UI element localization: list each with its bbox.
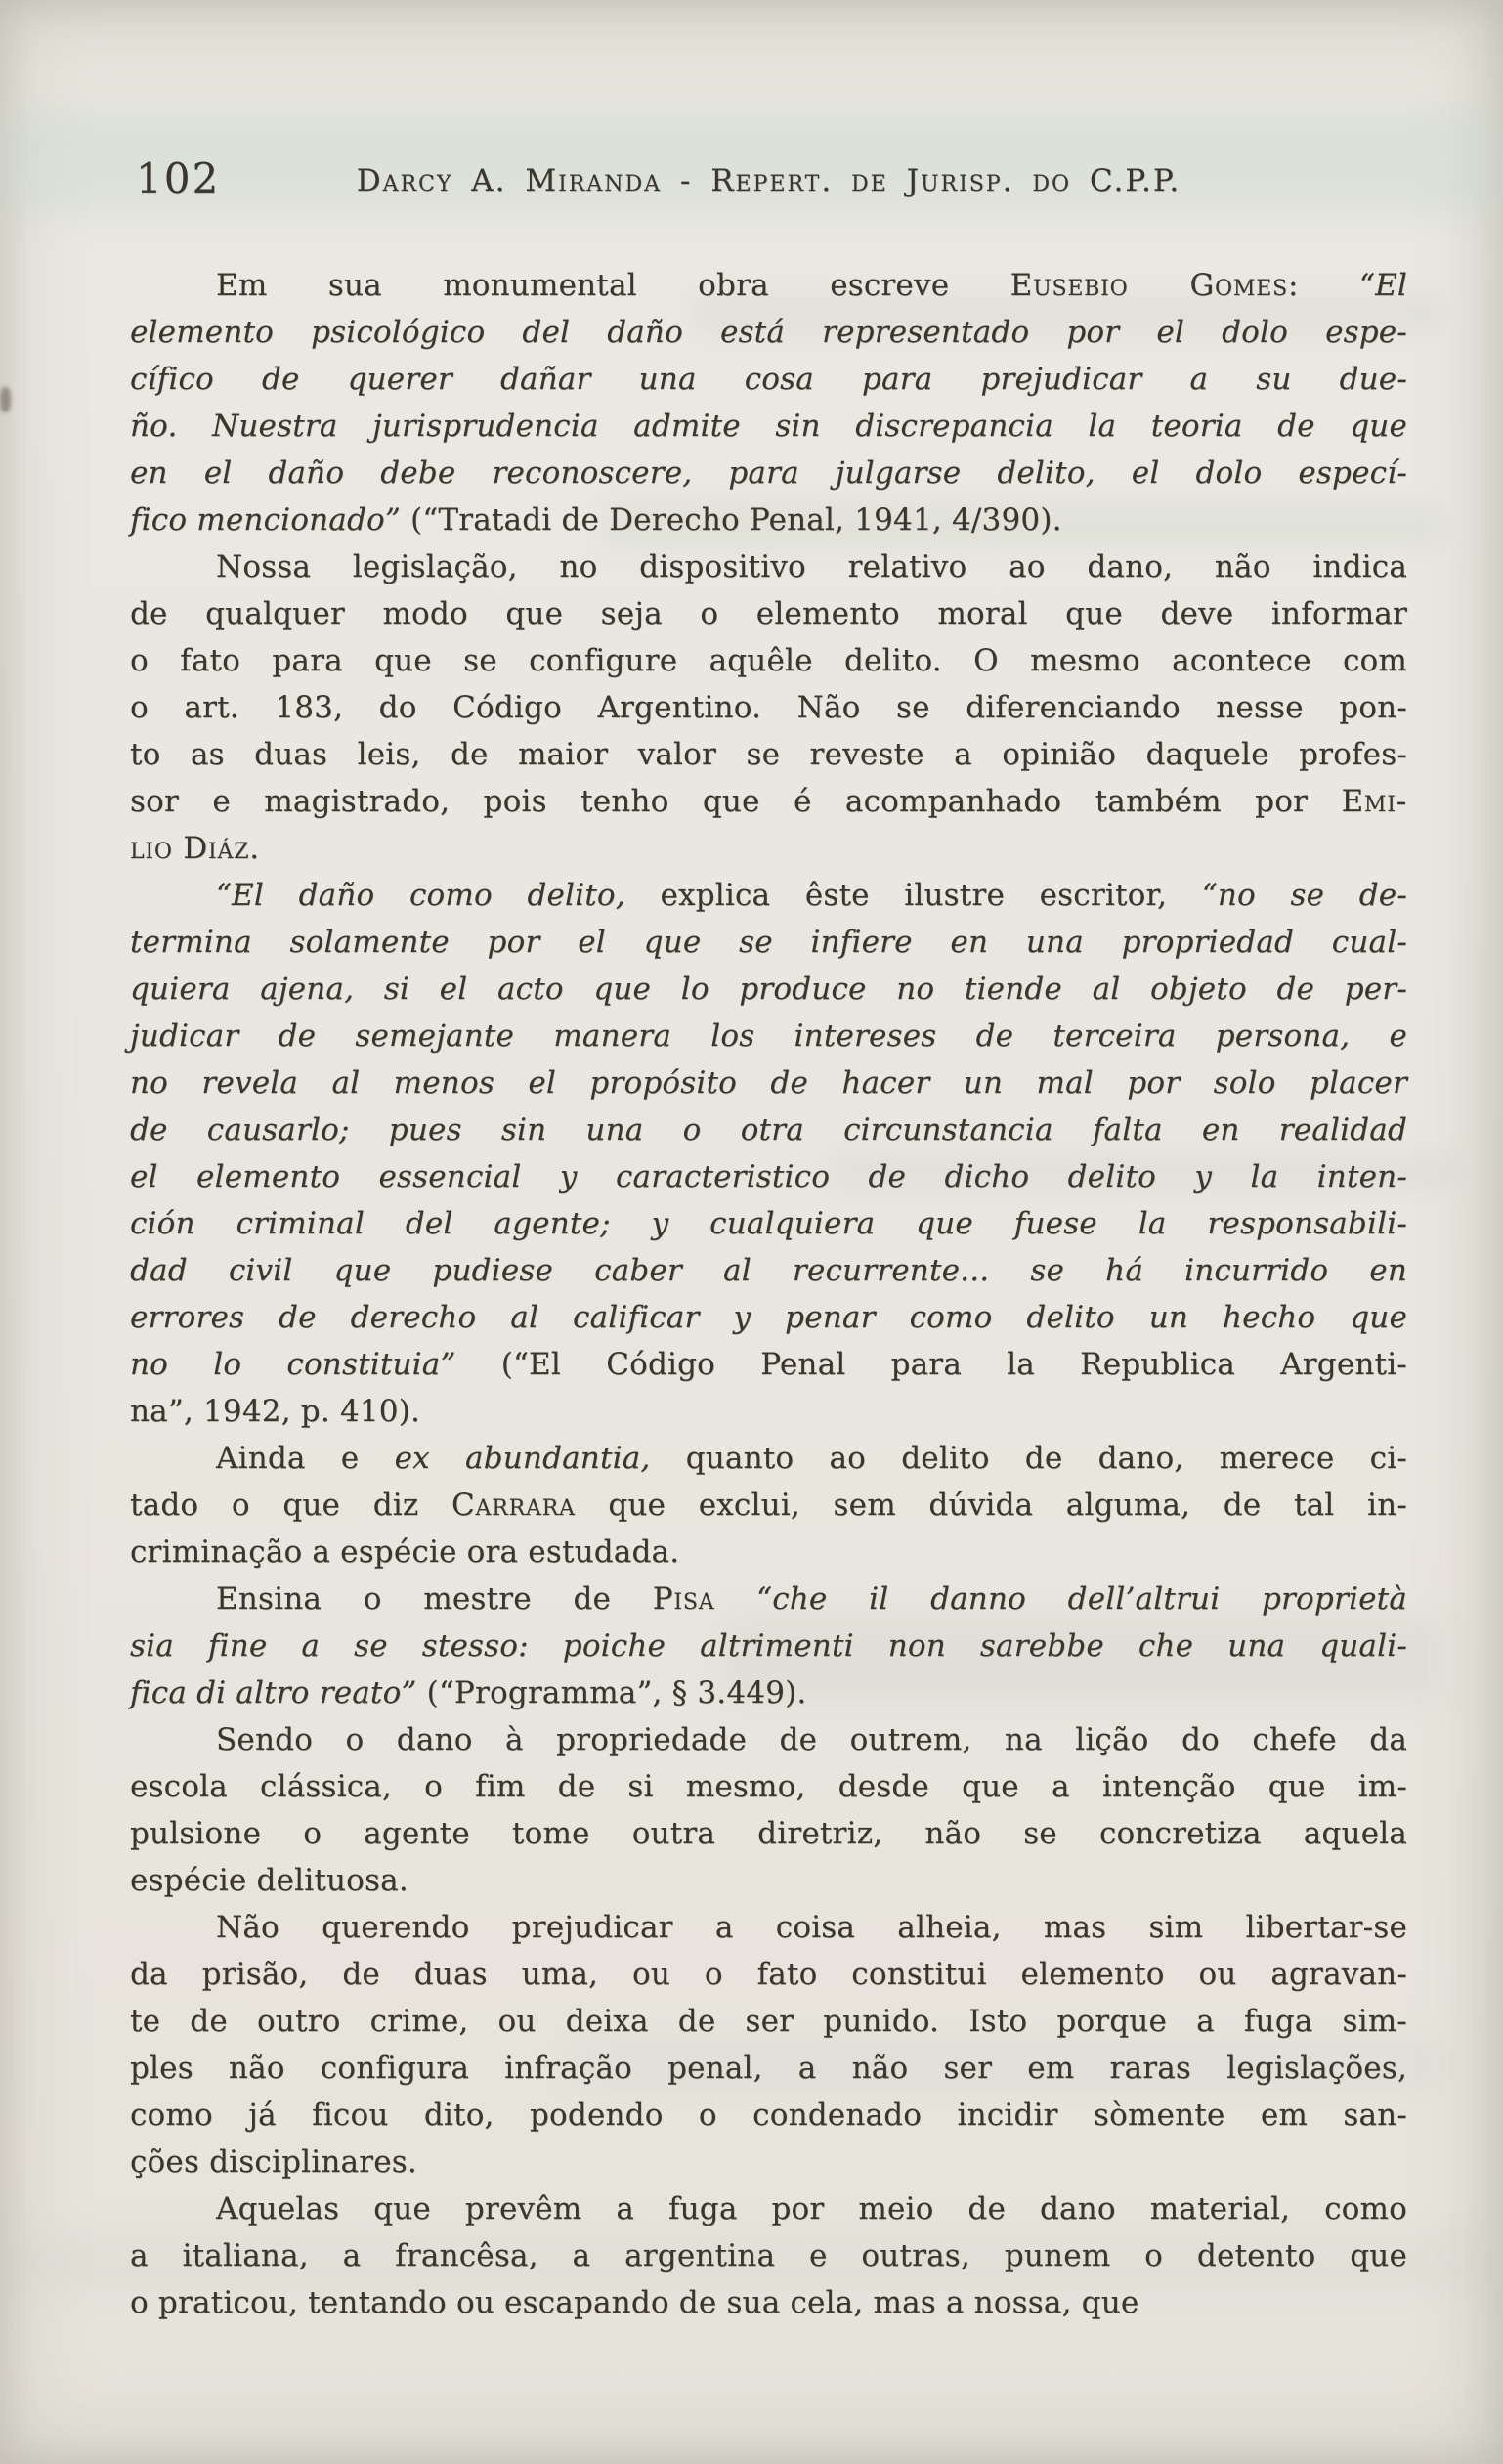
paragraph (130, 1904, 1407, 2185)
text-segment: Aquelas que prevêm a fuga por meio de dano material, como (216, 2191, 1407, 2226)
text-line (130, 919, 1407, 966)
text-line (130, 1810, 1407, 1857)
text-segment: ño. Nuestra jurisprudencia admite sin discrepancia la teoria de que (130, 409, 1407, 444)
text-segment: espécie delituosa. (130, 1863, 408, 1898)
text-line (130, 1482, 1407, 1529)
text-line (130, 731, 1407, 778)
text-segment: como já ficou dito, podendo o condenado incidir sòmente em san- (130, 2097, 1407, 2133)
text-segment: quiera ajena, si el acto que lo produce no tiende al objeto de per- (130, 972, 1407, 1007)
text-segment: to as duas leis, de maior valor se reveste a opinião daquele profes- (130, 737, 1407, 772)
text-segment: cífico de querer dañar una cosa para prejudicar a su due- (130, 362, 1407, 397)
text-line (130, 1341, 1407, 1388)
scan-artifact (0, 387, 11, 412)
text-segment: elemento psicológico del daño está representado por el dolo espe- (130, 315, 1407, 350)
text-segment: quanto ao delito de dano, merece ci- (650, 1441, 1408, 1476)
text-segment: explica êste ilustre escritor, (624, 878, 1202, 913)
text-line (130, 1904, 1407, 1951)
text-segment: ples não configura infração penal, a não ser em raras legislações, (130, 2051, 1407, 2086)
text-line (130, 1294, 1407, 1341)
page-body (130, 262, 1407, 2326)
person-name: lio Diáz. (130, 831, 260, 866)
paragraph (130, 872, 1407, 1435)
text-line (130, 872, 1407, 919)
text-line (130, 1529, 1407, 1576)
text-line (130, 1716, 1407, 1763)
person-name: Pisa (652, 1581, 715, 1617)
text-line (130, 2045, 1407, 2092)
text-line (130, 356, 1407, 403)
text-segment: “che il danno dell’altrui proprietà (756, 1581, 1407, 1617)
text-segment: de qualquer modo que seja o elemento moral que deve informar (130, 596, 1407, 631)
text-segment: no revela al menos el propósito de hacer un mal por solo placer (130, 1065, 1407, 1101)
text-segment: tado o que diz (130, 1488, 452, 1523)
text-segment: na”, 1942, p. 410). (130, 1394, 421, 1429)
paragraph (130, 1576, 1407, 1716)
text-line (130, 1998, 1407, 2045)
text-line (130, 2232, 1407, 2279)
text-segment: “El daño como delito, (216, 878, 625, 913)
text-line (130, 1200, 1407, 1247)
page-header (130, 149, 1407, 202)
text-segment: sor e magistrado, pois tenho que é acompanhado também por (130, 784, 1342, 819)
text-segment: fica di altro reato” (130, 1675, 417, 1710)
paragraph (130, 1435, 1407, 1576)
text-line (130, 262, 1407, 309)
text-segment: a italiana, a francêsa, a argentina e outras, punem o detento que (130, 2238, 1407, 2273)
text-segment: ción criminal del agente; y cualquiera que fuese la responsabili- (130, 1206, 1407, 1241)
paragraph (130, 543, 1407, 872)
text-segment: en el daño debe reconoscere, para julgarse delito, el dolo especí- (130, 455, 1407, 491)
text-line (130, 590, 1407, 637)
text-segment: judicar de semejante manera los intereses de terceira persona, e (130, 1018, 1407, 1054)
text-line (130, 1247, 1407, 1294)
text-segment: el elemento essencial y caracteristico de dicho delito y la inten- (130, 1159, 1407, 1194)
text-line (130, 1013, 1407, 1059)
text-segment: te de outro crime, ou deixa de ser punido. Isto porque a fuga sim- (130, 2004, 1407, 2039)
text-line (130, 1951, 1407, 1998)
text-line (130, 966, 1407, 1013)
text-segment: : (1287, 268, 1360, 303)
text-segment: “El (1359, 268, 1408, 303)
text-segment: Sendo o dano à propriedade de outrem, na lição do chefe da (216, 1722, 1407, 1757)
paragraph (130, 262, 1407, 543)
text-segment: Em sua monumental obra escreve (216, 268, 1010, 303)
text-segment: fico mencionado” (130, 502, 401, 538)
text-segment (714, 1581, 756, 1617)
text-segment: de causarlo; pues sin una o otra circunstancia falta en realidad (130, 1112, 1407, 1147)
page-number: 102 (136, 154, 221, 202)
text-segment: ex abundantia, (394, 1441, 651, 1476)
person-name: Carrara (451, 1488, 576, 1523)
text-segment: Nossa legislação, no dispositivo relativo ao dano, não indica (216, 549, 1407, 584)
text-line (130, 1059, 1407, 1106)
text-line (130, 1669, 1407, 1716)
text-segment: pulsione o agente tome outra diretriz, não se concretiza aquela (130, 1816, 1407, 1851)
paragraph (130, 2185, 1407, 2326)
text-segment: ções disciplinares. (130, 2144, 417, 2180)
text-segment: sia fine a se stesso: poiche altrimenti non sarebbe che una quali- (130, 1628, 1407, 1664)
text-line (130, 1388, 1407, 1435)
text-segment: da prisão, de duas uma, ou o fato constitui elemento ou agravan- (130, 1957, 1407, 1992)
text-segment: Ensina o mestre de (216, 1581, 653, 1617)
text-segment: o art. 183, do Código Argentino. Não se diferenciando nesse pon- (130, 690, 1407, 725)
text-line (130, 1857, 1407, 1904)
running-title: Darcy A. Miranda - Repert. de Jurisp. do C.P.P. (356, 163, 1181, 198)
text-line (130, 1763, 1407, 1810)
text-line (130, 1435, 1407, 1482)
paragraph (130, 1716, 1407, 1904)
text-segment: escola clássica, o fim de si mesmo, desde que a intenção que im- (130, 1769, 1407, 1804)
text-segment: errores de derecho al calificar y penar como delito un hecho que (130, 1300, 1407, 1335)
text-segment: no lo constituia” (130, 1347, 456, 1382)
text-line (130, 403, 1407, 450)
text-line (130, 1106, 1407, 1153)
text-line (130, 637, 1407, 684)
text-segment: “no se de- (1201, 878, 1407, 913)
text-line (130, 309, 1407, 356)
text-line (130, 778, 1407, 825)
text-line (130, 1576, 1407, 1622)
text-segment: Ainda e (216, 1441, 395, 1476)
text-segment: que exclui, sem dúvida alguma, de tal in- (575, 1488, 1407, 1523)
text-line (130, 2092, 1407, 2139)
text-segment: dad civil que pudiese caber al recurrente... se há incurrido en (130, 1253, 1407, 1288)
text-line (130, 1153, 1407, 1200)
text-line (130, 543, 1407, 590)
person-name: Emi- (1341, 784, 1407, 819)
text-segment: Não querendo prejudicar a coisa alheia, mas sim libertar-se (216, 1910, 1407, 1945)
text-segment: termina solamente por el que se infiere en una propriedad cual- (130, 925, 1407, 960)
text-line (130, 497, 1407, 543)
text-segment: (“El Código Penal para la Republica Argenti- (455, 1347, 1407, 1382)
person-name: Eusebio Gomes (1009, 268, 1288, 303)
text-line (130, 2185, 1407, 2232)
text-segment: (“Programma”, § 3.449). (416, 1675, 807, 1710)
text-segment: o fato para que se configure aquêle delito. O mesmo acontece com (130, 643, 1407, 678)
text-line (130, 684, 1407, 731)
text-line (130, 450, 1407, 497)
text-line (130, 2279, 1407, 2326)
text-segment: o praticou, tentando ou escapando de sua cela, mas a nossa, que (130, 2285, 1139, 2320)
text-line (130, 825, 1407, 872)
text-line (130, 1622, 1407, 1669)
text-segment: (“Tratadi de Derecho Penal, 1941, 4/390). (400, 502, 1062, 538)
text-segment: criminação a espécie ora estudada. (130, 1535, 680, 1570)
text-line (130, 2139, 1407, 2185)
